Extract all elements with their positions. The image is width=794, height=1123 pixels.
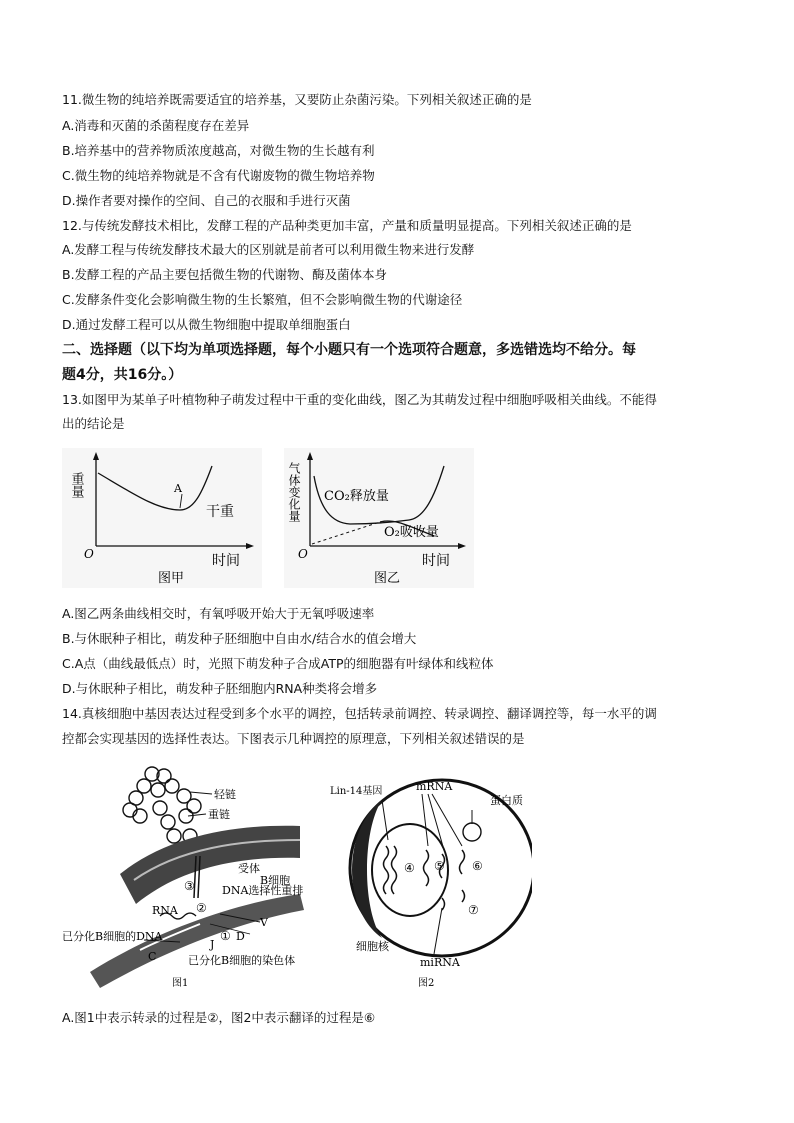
fig-jia-ylabel: 重量 bbox=[68, 472, 84, 498]
fig1-b-cell: B细胞 bbox=[260, 874, 291, 887]
q11-stem: 11.微生物的纯培养既需要适宜的培养基，又要防止杂菌污染。下列相关叙述正确的是 bbox=[62, 92, 532, 107]
figure-yi bbox=[284, 448, 474, 588]
q14-option-a: A.图1中表示转录的过程是②，图2中表示翻译的过程是⑥ bbox=[62, 1010, 376, 1025]
q13-option-b: B.与休眠种子相比，萌发种子胚细胞中自由水/结合水的值会增大 bbox=[62, 631, 417, 646]
fig-yi-origin: O bbox=[298, 547, 308, 561]
fig2-protein: 蛋白质 bbox=[490, 794, 523, 807]
fig-yi-caption: 图乙 bbox=[374, 571, 401, 586]
fig-jia-origin: O bbox=[84, 547, 94, 561]
fig-yi-co2: CO₂释放量 bbox=[324, 489, 389, 504]
q11-option-d: D.操作者要对操作的空间、自己的衣服和手进行灭菌 bbox=[62, 193, 351, 208]
figure-1 bbox=[60, 764, 316, 992]
fig1-d: D bbox=[236, 930, 245, 943]
fig1-n3: ③ bbox=[184, 879, 195, 893]
fig-yi-xlabel: 时间 bbox=[422, 553, 450, 569]
fig1-diff-dna: 已分化B细胞的DNA bbox=[62, 930, 163, 943]
figure-2 bbox=[322, 770, 532, 992]
fig2-caption: 图2 bbox=[418, 978, 435, 989]
fig1-n1: ① bbox=[220, 929, 231, 943]
fig1-caption: 图1 bbox=[172, 978, 189, 989]
fig1-c: C bbox=[148, 950, 157, 963]
q11-option-a: A.消毒和灭菌的杀菌程度存在差异 bbox=[62, 118, 250, 133]
fig1-dna-rearrange: DNA选择性重排 bbox=[222, 884, 304, 897]
fig-jia-xlabel: 时间 bbox=[212, 553, 240, 569]
fig1-j: J bbox=[210, 938, 215, 951]
q12-option-b: B.发酵工程的产品主要包括微生物的代谢物、酶及菌体本身 bbox=[62, 267, 388, 282]
q13-option-c: C.A点（曲线最低点）时，光照下萌发种子合成ATP的细胞器有叶绿体和线粒体 bbox=[62, 656, 494, 671]
q11-option-c: C.微生物的纯培养物就是不含有代谢废物的微生物培养物 bbox=[62, 168, 375, 183]
figure-jia bbox=[62, 448, 262, 588]
fig1-heavy-chain: 重链 bbox=[208, 808, 230, 821]
fig2-gene: Lin-14基因 bbox=[330, 786, 383, 797]
q13-stem: 13.如图甲为某单子叶植物种子萌发过程中干重的变化曲线，图乙为其萌发过程中细胞呼吸相关曲线。不能得 bbox=[62, 392, 657, 407]
fig-jia-caption: 图甲 bbox=[158, 571, 185, 586]
q12-option-d: D.通过发酵工程可以从微生物细胞中提取单细胞蛋白 bbox=[62, 317, 351, 332]
fig1-n2: ② bbox=[196, 901, 207, 915]
fig2-mirna: miRNA bbox=[420, 956, 460, 969]
fig2-n5: ⑤ bbox=[434, 859, 445, 873]
q13-stem-cont: 出的结论是 bbox=[62, 416, 125, 431]
q14-stem: 14.真核细胞中基因表达过程受到多个水平的调控，包括转录前调控、转录调控、翻译调控等，每一水平的调 bbox=[62, 706, 657, 721]
fig2-n7: ⑦ bbox=[468, 903, 479, 917]
fig-jia-point: A bbox=[174, 482, 182, 495]
fig2-mrna: mRNA bbox=[416, 780, 453, 793]
q13-option-d: D.与休眠种子相比，萌发种子胚细胞内RNA种类将会增多 bbox=[62, 681, 378, 696]
fig1-diff-chrom: 已分化B细胞的染色体 bbox=[188, 954, 296, 967]
fig1-light-chain: 轻链 bbox=[214, 788, 236, 801]
fig1-v: V bbox=[260, 916, 268, 929]
fig2-n6: ⑥ bbox=[472, 859, 483, 873]
fig1-rna: RNA bbox=[152, 904, 178, 917]
fig-yi-o2: O₂吸收量 bbox=[384, 525, 439, 540]
q12-option-c: C.发酵条件变化会影响微生物的生长繁殖，但不会影响微生物的代谢途径 bbox=[62, 292, 463, 307]
q14-stem-cont: 控都会实现基因的选择性表达。下图表示几种调控的原理意，下列相关叙述错误的是 bbox=[62, 731, 525, 746]
section-heading-cont: 题4分，共16分。） bbox=[62, 367, 183, 383]
fig2-nucleus: 细胞核 bbox=[356, 940, 389, 953]
q12-stem: 12.与传统发酵技术相比，发酵工程的产品种类更加丰富，产量和质量明显提高。下列相关叙述正确的是 bbox=[62, 218, 632, 233]
section-heading: 二、选择题（以下均为单项选择题，每个小题只有一个选项符合题意，多选错选均不给分。每 bbox=[62, 342, 636, 358]
q11-option-b: B.培养基中的营养物质浓度越高，对微生物的生长越有利 bbox=[62, 143, 375, 158]
fig-jia-curve: 干重 bbox=[206, 504, 234, 520]
q13-option-a: A.图乙两条曲线相交时，有氧呼吸开始大于无氧呼吸速率 bbox=[62, 606, 375, 621]
q12-option-a: A.发酵工程与传统发酵技术最大的区别就是前者可以利用微生物来进行发酵 bbox=[62, 242, 475, 257]
fig-yi-ylabel: 气体变化量 bbox=[287, 462, 301, 522]
fig2-n4: ④ bbox=[404, 861, 415, 875]
fig1-receptor: 受体 bbox=[238, 862, 260, 875]
